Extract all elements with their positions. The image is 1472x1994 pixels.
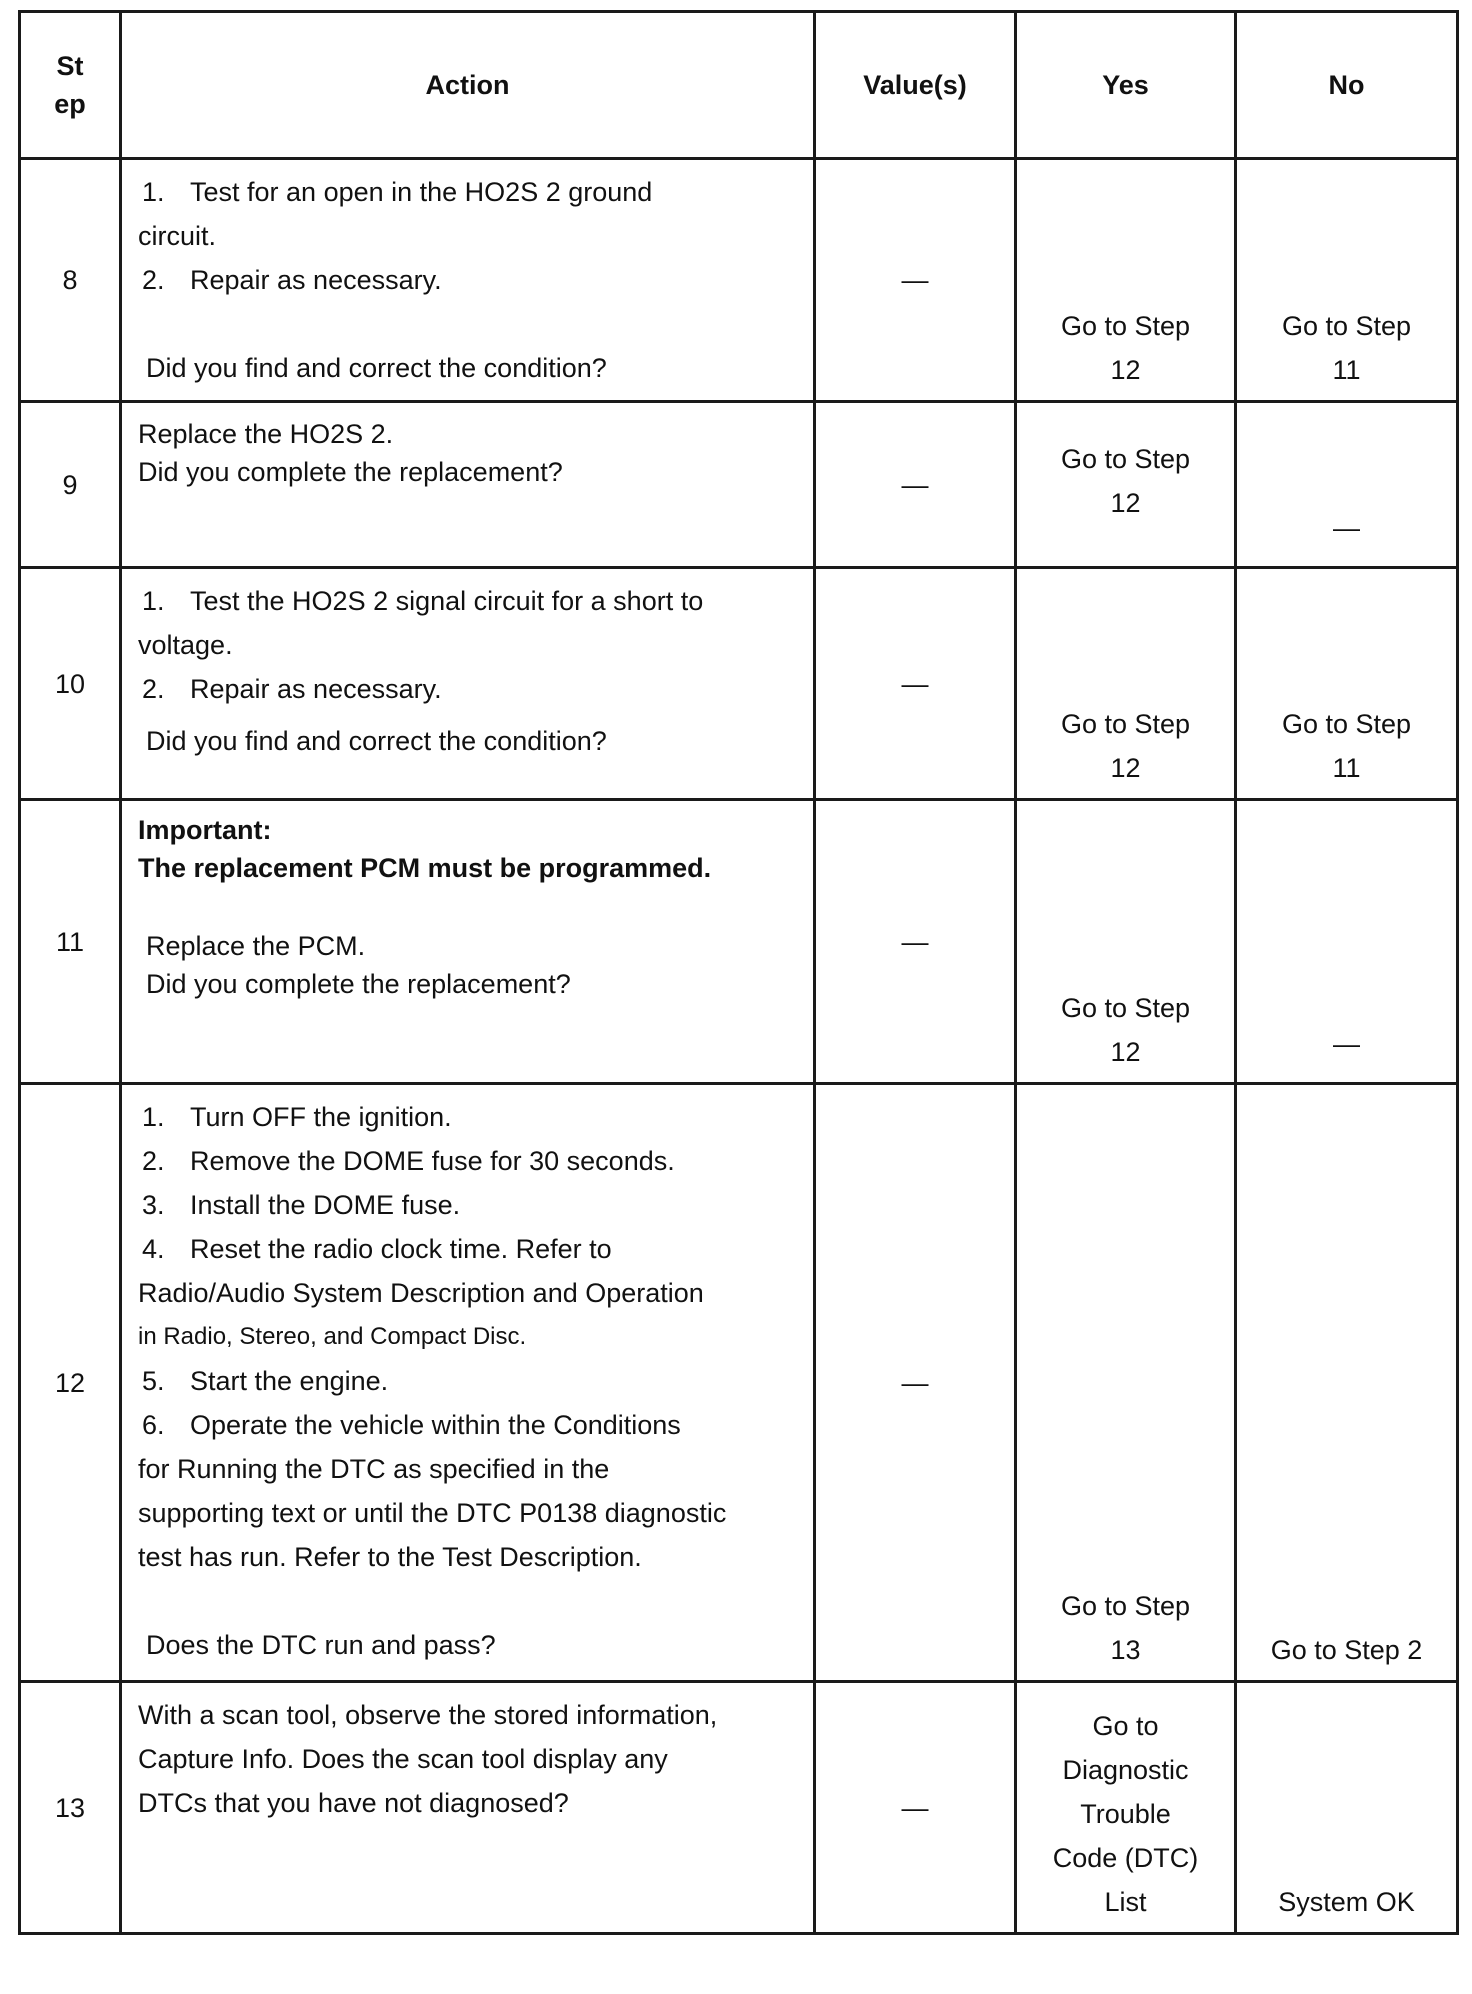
table-row (20, 159, 1458, 402)
step-number: 9 (20, 402, 121, 568)
yes-cell (1016, 402, 1236, 568)
item-text: Remove the DOME fuse for 30 seconds. (190, 1146, 675, 1176)
yes-step: 13 (1110, 1635, 1141, 1665)
no-cell (1236, 159, 1458, 402)
action-item-cont: test has run. Refer to the Test Description. (138, 1542, 642, 1572)
action-item (138, 1183, 803, 1227)
important-text: The replacement PCM must be programmed. (138, 853, 712, 883)
yes-text: Trouble (1080, 1799, 1171, 1829)
yes-cell (1016, 1084, 1236, 1682)
action-item-cont: circuit. (138, 221, 217, 251)
item-number: 1. (142, 1102, 165, 1132)
table-row (20, 568, 1458, 800)
no-cell: — (1236, 800, 1458, 1084)
yes-cell (1016, 1682, 1236, 1934)
action-item (138, 579, 803, 623)
action-item-cont: for Running the DTC as specified in the (138, 1454, 610, 1484)
action-item (138, 1403, 803, 1447)
action-item (138, 170, 803, 214)
value-cell: — (815, 568, 1016, 800)
header-no: No (1236, 12, 1458, 159)
table-row (20, 1682, 1458, 1934)
action-question: Does the DTC run and pass? (146, 1630, 496, 1660)
item-text: Start the engine. (190, 1366, 389, 1396)
no-cell (1236, 568, 1458, 800)
no-text: Go to Step (1281, 311, 1412, 341)
no-cell: System OK (1236, 1682, 1458, 1934)
step-number: 12 (20, 1084, 121, 1682)
yes-text: Code (DTC) (1052, 1843, 1199, 1873)
action-line: With a scan tool, observe the stored information, (138, 1700, 718, 1730)
item-number: 2. (142, 674, 165, 704)
item-number: 3. (142, 1190, 165, 1220)
yes-step: 12 (1110, 753, 1141, 783)
action-item-cont: Radio/Audio System Description and Operation (138, 1278, 704, 1308)
action-question: Did you complete the replacement? (138, 457, 563, 487)
item-text: Repair as necessary. (190, 674, 442, 704)
header-yes: Yes (1016, 12, 1236, 159)
action-item (138, 1359, 803, 1403)
yes-step: 12 (1110, 355, 1141, 385)
action-item (138, 1095, 803, 1139)
action-line: Capture Info. Does the scan tool display any (138, 1744, 668, 1774)
action-line: Replace the PCM. (146, 931, 366, 961)
yes-text: Go to Step (1060, 993, 1191, 1023)
action-cell (121, 159, 815, 402)
action-cell (121, 1084, 815, 1682)
item-text: Test for an open in the HO2S 2 ground (190, 177, 653, 207)
value-cell: — (815, 402, 1016, 568)
value-cell: — (815, 1084, 1016, 1682)
yes-text: Go to Step (1060, 1591, 1191, 1621)
header-step-line2: ep (54, 89, 86, 119)
step-number: 10 (20, 568, 121, 800)
header-values: Value(s) (815, 12, 1016, 159)
header-action: Action (121, 12, 815, 159)
step-number: 8 (20, 159, 121, 402)
no-step: 11 (1332, 355, 1361, 385)
item-text: Repair as necessary. (190, 265, 442, 295)
no-cell: Go to Step 2 (1236, 1084, 1458, 1682)
yes-text: Go to Step (1060, 311, 1191, 341)
item-text: Test the HO2S 2 signal circuit for a short to (190, 586, 704, 616)
yes-step: 12 (1110, 1037, 1141, 1067)
header-row (20, 12, 1458, 159)
yes-cell (1016, 159, 1236, 402)
yes-step: 12 (1110, 487, 1141, 518)
header-step (20, 12, 121, 159)
action-cell (121, 402, 815, 568)
action-question: Did you find and correct the condition? (146, 726, 607, 756)
action-item (138, 258, 803, 302)
action-item-cont: in Radio, Stereo, and Compact Disc. (138, 1323, 527, 1350)
step-number: 11 (20, 800, 121, 1084)
item-number: 2. (142, 265, 165, 295)
item-text: Install the DOME fuse. (190, 1190, 461, 1220)
yes-text: Go to (1092, 1711, 1159, 1741)
action-question: Did you complete the replacement? (146, 969, 571, 999)
item-number: 1. (142, 177, 165, 207)
item-text: Operate the vehicle within the Conditions (190, 1410, 681, 1440)
action-question: DTCs that you have not diagnosed? (138, 1788, 569, 1818)
item-number: 1. (142, 586, 165, 616)
action-item-cont: supporting text or until the DTC P0138 diagnostic (138, 1498, 727, 1528)
diagnostic-table (18, 10, 1459, 1935)
action-line: Replace the HO2S 2. (138, 419, 394, 449)
yes-text: Go to Step (1060, 443, 1191, 474)
item-text: Reset the radio clock time. Refer to (190, 1234, 612, 1264)
item-number: 2. (142, 1146, 165, 1176)
yes-text: List (1104, 1887, 1147, 1917)
item-number: 5. (142, 1366, 165, 1396)
no-text: Go to Step (1281, 709, 1412, 739)
action-cell (121, 568, 815, 800)
yes-cell (1016, 800, 1236, 1084)
action-cell (121, 800, 815, 1084)
value-cell: — (815, 159, 1016, 402)
action-item (138, 1227, 803, 1271)
no-step: 11 (1332, 753, 1361, 783)
yes-text: Go to Step (1060, 709, 1191, 739)
action-item (138, 667, 803, 711)
header-step-line1: St (56, 51, 84, 81)
value-cell: — (815, 800, 1016, 1084)
action-item (138, 1139, 803, 1183)
step-number: 13 (20, 1682, 121, 1934)
action-cell (121, 1682, 815, 1934)
action-question: Did you find and correct the condition? (146, 353, 607, 383)
item-number: 4. (142, 1234, 165, 1264)
action-item-cont: voltage. (138, 630, 233, 660)
important-label: Important: (138, 815, 272, 845)
no-cell: — (1236, 402, 1458, 568)
yes-cell (1016, 568, 1236, 800)
item-number: 6. (142, 1410, 165, 1440)
table-row (20, 800, 1458, 1084)
yes-text: Diagnostic (1062, 1755, 1189, 1785)
value-cell: — (815, 1682, 1016, 1934)
table-row (20, 402, 1458, 568)
item-text: Turn OFF the ignition. (190, 1102, 452, 1132)
table-row (20, 1084, 1458, 1682)
